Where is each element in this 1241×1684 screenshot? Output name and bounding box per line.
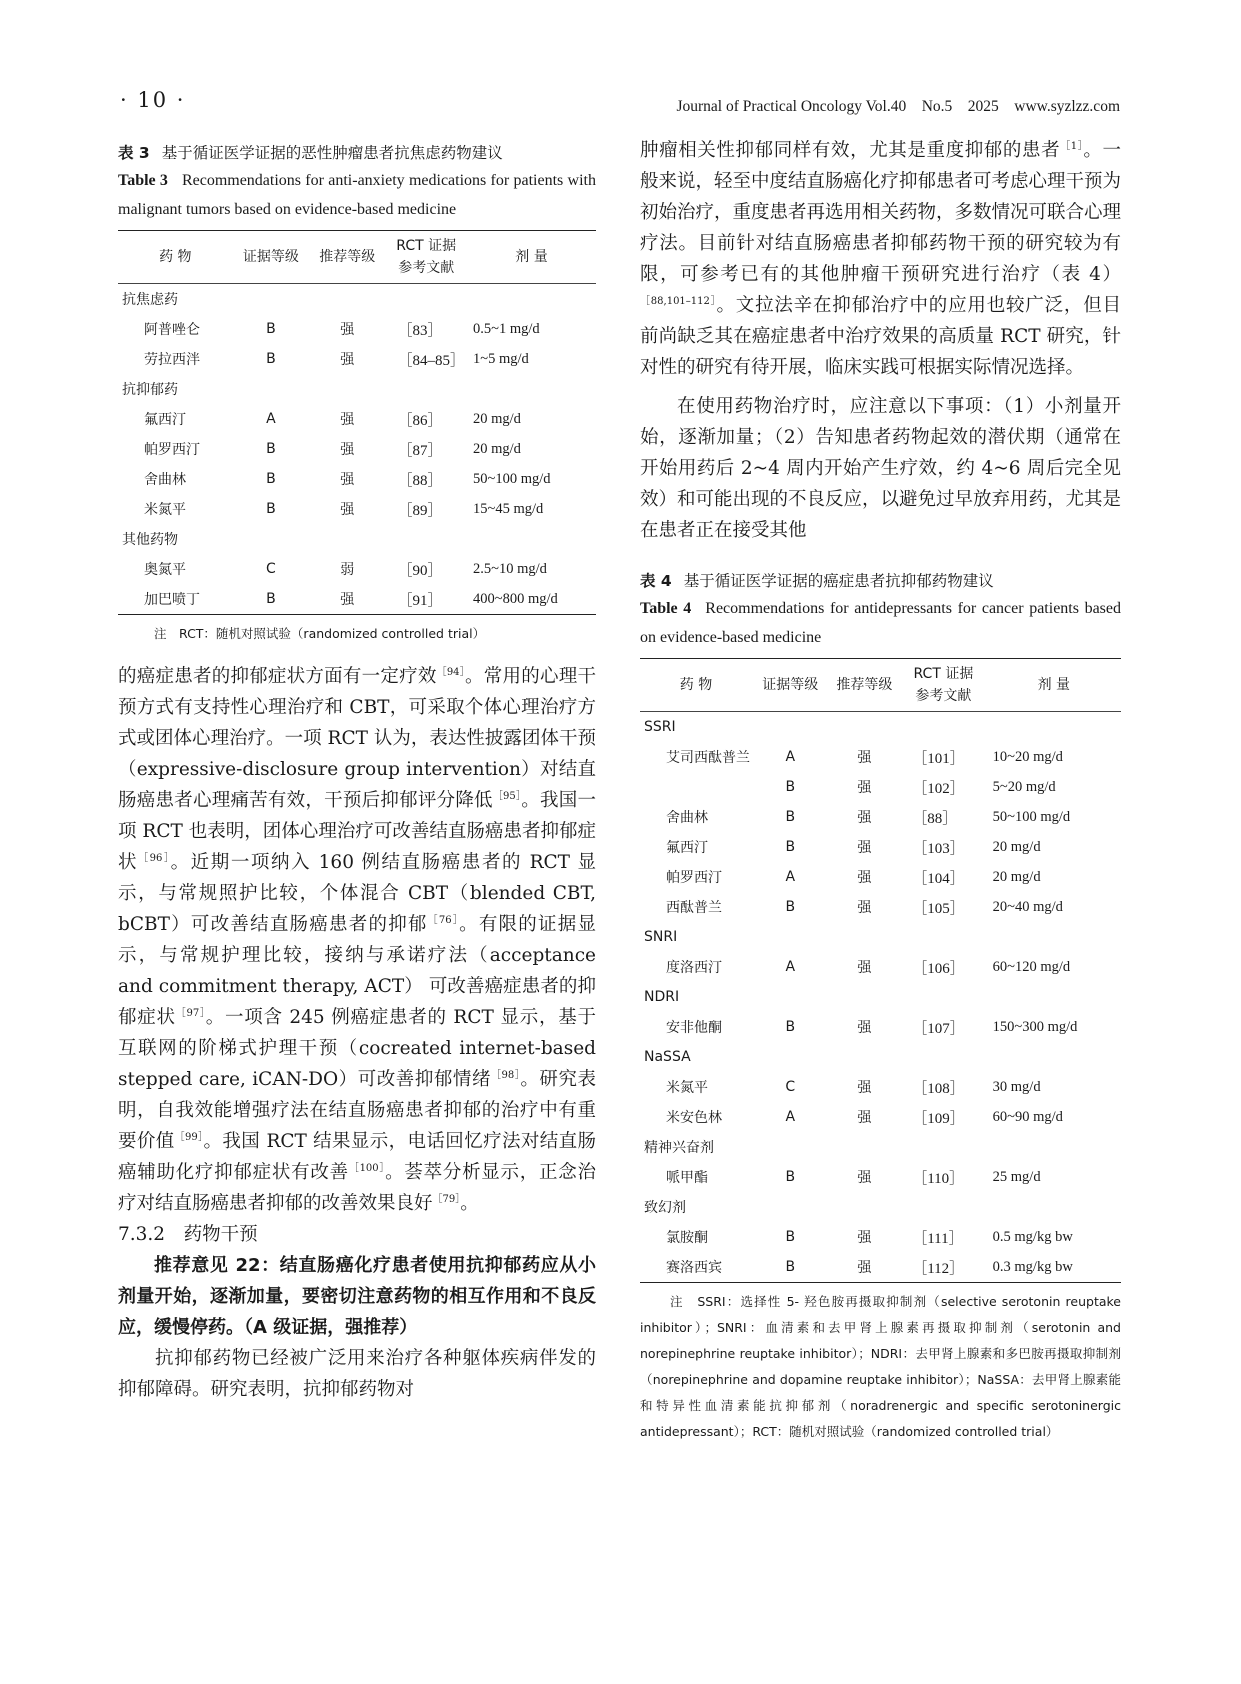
cell-ref: ［101］ [912,750,965,767]
col-header-drug: 药 物 [640,659,752,712]
cell-grade: 强 [340,472,355,488]
table4-note: 注 SSRI：选择性 5- 羟色胺再摄取抑制剂（selective serotonin reuptake inhibitor）；SNRI：血清素和去甲肾上腺素再摄取抑制剂（serotonin and norepinephrine reuptake inhibitor）；NDRI：去甲肾上腺素和多巴胺再摄取抑制剂（norepinephrine and dopamine reuptake inhibitor）；NaSSA：去甲肾上腺素能和特异性血清素能抗抑郁剂（noradrenergic and specific serotoninergic antidepressant）；RCT：随机对照试验（randomized controlled trial） [640,1294,1121,1439]
cell-drug: 赛洛西宾 [666,1260,722,1276]
cell-evidence: B [785,1229,796,1245]
cell-dose: 400~800 mg/d [472,590,558,607]
table-header-row [640,659,1121,712]
table-row [640,1252,1121,1283]
cell-evidence: B [785,899,796,915]
cell-evidence: B [266,471,276,487]
table-header-row [118,231,596,284]
cell-evidence: B [785,779,796,795]
col-header-grade: 推荐等级 [829,659,901,712]
group-label: SSRI [644,719,676,735]
cell-ref: ［83］ [397,322,443,339]
cell-dose: 20 mg/d [472,440,521,457]
cell-grade: 强 [857,1260,872,1276]
cell-drug: 艾司西酞普兰 [666,750,750,766]
cell-ref: ［88］ [912,810,958,827]
section-heading: 7.3.2 药物干预 [118,1224,258,1245]
cell-ref: ［103］ [912,840,965,857]
citation: ［100］ [348,1162,386,1174]
citation: ［94］ [436,666,466,678]
cell-ref: ［102］ [912,780,965,797]
table-group-row [118,524,596,554]
table3 [118,230,596,615]
col-header-rct: RCT 证据 参考文献 [385,231,467,284]
cell-dose: 5~20 mg/d [992,778,1056,795]
table3-caption-cn: 表 3 基于循证医学证据的恶性肿瘤患者抗焦虑药物建议 [118,144,503,162]
cell-grade: 强 [340,592,355,608]
group-label: NDRI [644,989,680,1005]
text-run: 。我国 RCT 结果显示，电话回忆疗法对结直肠癌辅助化疗抑郁症状有改善 [118,1131,596,1183]
cell-dose: 60~120 mg/d [992,958,1071,975]
cell-ref: ［104］ [912,870,965,887]
cell-grade: 强 [857,1230,872,1246]
group-label: NaSSA [644,1049,691,1065]
text-run: 。近期一项纳入 160 例结直肠癌患者的 RCT 显示，与常规照护比较，个体混合 CBT（blended CBT, bCBT）可改善结直肠癌患者的抑郁 [118,852,596,935]
left-column [118,140,596,1405]
col-header-drug: 药 物 [118,231,233,284]
cell-dose: 50~100 mg/d [472,470,551,487]
cell-drug: 加巴喷丁 [144,592,200,608]
text-run: 。一项含 245 例癌症患者的 RCT 显示，基于互联网的阶梯式护理干预（cocreated internet-based stepped care, iCAN-DO）可改善抑郁情绪 [118,1007,596,1090]
table-row [118,404,596,434]
cell-ref: ［109］ [912,1110,965,1127]
cell-dose: 20~40 mg/d [992,898,1063,915]
group-label: 抗抑郁药 [122,382,178,398]
group-label: 抗焦虑药 [122,292,178,308]
cell-dose: 20 mg/d [992,868,1041,885]
table4-caption-en: Table 4 Recommendations for antidepressants for cancer patients based on evidence-based medicine [640,600,1121,646]
cell-ref: ［105］ [912,900,965,917]
right-column [640,140,1121,1445]
table-row [118,554,596,584]
cell-grade: 强 [857,780,872,796]
cell-grade: 强 [857,870,872,886]
text-run: 。文拉法辛在抑郁治疗中的应用也较广泛，但目前尚缺乏其在癌症患者中治疗效果的高质量 RCT 研究，针对性的研究有待开展，临床实践可根据实际情况选择。 [640,295,1121,378]
cell-grade: 强 [340,412,355,428]
cell-evidence: A [785,1109,796,1125]
col-header-evidence: 证据等级 [752,659,829,712]
cell-ref: ［111］ [912,1230,964,1247]
citation: ［95］ [492,790,522,802]
citation: ［76］ [427,914,460,926]
cell-evidence: B [266,591,276,607]
cell-grade: 强 [340,322,355,338]
cell-ref: ［108］ [912,1080,965,1097]
cell-evidence: A [785,959,796,975]
col-header-evidence: 证据等级 [233,231,309,284]
cell-drug: 劳拉西泮 [144,352,200,368]
text-run: 。一般来说，轻至中度结直肠癌化疗抑郁患者可考虑心理干预为初始治疗，重度患者再选用相关药物，多数情况可联合心理疗法。目前针对结直肠癌患者抑郁药物干预的研究较为有限，可参考已有的其他肿瘤干预研究进行治疗（表 4） [640,140,1122,285]
cell-grade: 强 [857,1170,872,1186]
group-label: SNRI [644,929,678,945]
cell-dose: 15~45 mg/d [472,500,544,517]
left-paragraph-2: 抗抑郁药物已经被广泛用来治疗各种躯体疾病伴发的抑郁障碍。研究表明，抗抑郁药物对 [118,1348,596,1400]
cell-drug [640,772,752,802]
cell-ref: ［91］ [397,592,443,609]
cell-dose: 50~100 mg/d [992,808,1071,825]
cell-drug: 阿普唑仑 [144,322,200,338]
text-run: 。研究表明，自我效能增强疗法在结直肠癌患者抑郁的治疗中有重要价值 [118,1069,596,1152]
cell-evidence: C [785,1079,796,1095]
group-label: 精神兴奋剂 [644,1140,714,1156]
text-run: 肿瘤相关性抑郁同样有效，尤其是重度抑郁的患者 [640,140,1061,161]
left-paragraph-1 [118,661,596,1219]
table-row [640,1162,1121,1192]
cell-grade: 强 [340,442,355,458]
cell-evidence: C [265,561,276,577]
cell-drug: 氟西汀 [144,412,186,428]
cell-drug: 哌甲酯 [666,1170,708,1186]
cell-grade: 强 [857,750,872,766]
table-row [118,584,596,615]
cell-drug: 氯胺酮 [666,1230,708,1246]
cell-grade: 强 [857,1020,872,1036]
table-group-row [640,1132,1121,1162]
cell-grade: 强 [857,900,872,916]
cell-dose: 10~20 mg/d [992,748,1063,765]
col-header-grade: 推荐等级 [309,231,385,284]
cell-dose: 20 mg/d [992,838,1041,855]
cell-dose: 1~5 mg/d [472,350,529,367]
table-row [640,1102,1121,1132]
table-group-row [640,1192,1121,1222]
cell-evidence: A [785,749,796,765]
table-group-row [118,374,596,404]
cell-ref: ［87］ [397,442,443,459]
cell-grade: 弱 [340,562,355,578]
cell-grade: 强 [857,1110,872,1126]
table-row [640,1072,1121,1102]
cell-ref: ［84–85］ [397,352,465,369]
citation: ［99］ [174,1131,204,1143]
cell-dose: 20 mg/d [472,410,521,427]
cell-ref: ［106］ [912,960,965,977]
citation: ［79］ [432,1193,461,1205]
col-header-dose: 剂 量 [987,659,1121,712]
table-row [118,494,596,524]
recommendation-22: 推荐意见 22：结直肠癌化疗患者使用抗抑郁药应从小剂量开始，逐渐加量，要密切注意药物的相互作用和不良反应，缓慢停药。（A 级证据，强推荐） [118,1255,596,1338]
cell-grade: 强 [340,352,355,368]
cell-dose: 60~90 mg/d [992,1108,1063,1125]
col-header-rct: RCT 证据 参考文献 [900,659,986,712]
table-group-row [640,982,1121,1012]
cell-evidence: B [785,1019,796,1035]
cell-drug: 西酞普兰 [666,900,722,916]
cell-evidence: B [266,441,276,457]
cell-evidence: A [785,869,796,885]
cell-drug: 舍曲林 [666,810,708,826]
text-run: 。我国一项 RCT 也表明，团体心理治疗可改善结直肠癌患者抑郁症状 [118,790,596,873]
cell-grade: 强 [340,502,355,518]
cell-evidence: B [785,1169,796,1185]
citation: ［97］ [175,1007,206,1019]
text-run: 的癌症患者的抑郁症状方面有一定疗效 [118,666,437,687]
cell-dose: 30 mg/d [992,1078,1041,1095]
table-row [640,742,1121,772]
cell-grade: 强 [857,810,872,826]
table-group-row [640,712,1121,743]
col-header-dose: 剂 量 [467,231,596,284]
table-row [640,802,1121,832]
right-paragraph-1 [640,135,1121,383]
cell-ref: ［110］ [912,1170,965,1187]
citation: ［1］ [1060,140,1084,152]
cell-ref: ［86］ [397,412,443,429]
cell-grade: 强 [857,840,872,856]
text-run: 。常用的心理干预方式有支持性心理治疗和 CBT，可采取个体心理治疗方式或团体心理治疗。一项 RCT 认为，表达性披露团体干预（expressive-disclosure group intervention）对结直肠癌患者心理痛苦有效，干预后抑郁评分降低 [118,666,596,811]
table3-note: 注 RCT：随机对照试验（randomized controlled trial） [154,626,486,641]
cell-ref: ［88］ [397,472,443,489]
cell-ref: ［107］ [912,1020,965,1037]
table-row [640,862,1121,892]
cell-drug: 米氮平 [666,1080,708,1096]
cell-dose: 0.5 mg/kg bw [992,1228,1073,1245]
table-row [640,952,1121,982]
text-run: 。有限的证据显示，与常规护理比较，接纳与承诺疗法（acceptance and commitment therapy, ACT） 可改善癌症患者的抑郁症状 [118,914,596,1028]
table-row [640,832,1121,862]
cell-drug: 帕罗西汀 [666,870,722,886]
group-label: 致幻剂 [644,1200,686,1216]
citation: ［96］ [138,852,171,864]
table-group-row [640,922,1121,952]
cell-ref: ［89］ [397,502,443,519]
cell-dose: 2.5~10 mg/d [472,560,547,577]
cell-ref: ［112］ [912,1260,965,1277]
table-row [640,1222,1121,1252]
cell-drug: 帕罗西汀 [144,442,200,458]
cell-evidence: A [266,411,276,427]
right-paragraph-2: 在使用药物治疗时，应注意以下事项：（1）小剂量开始，逐渐加量；（2）告知患者药物起效的潜伏期（通常在开始用药后 2~4 周内开始产生疗效，约 4~6 周后完全见效）和可能出现的不良反应，以避免过早放弃用药，尤其是在患者正在接受其他 [640,396,1122,541]
group-label: 其他药物 [122,532,178,548]
table-row [118,464,596,494]
text-run: 。荟萃分析显示，正念治疗对结直肠癌患者抑郁的改善效果良好 [118,1162,596,1214]
text-run: 。 [460,1193,479,1214]
cell-drug: 舍曲林 [144,472,186,488]
cell-drug: 米氮平 [144,502,186,518]
cell-ref: ［90］ [397,562,443,579]
table4 [640,658,1121,1283]
cell-grade: 强 [857,960,872,976]
cell-evidence: B [266,351,276,367]
cell-evidence: B [785,1259,796,1275]
table-group-row [118,284,596,315]
citation: ［88,101–112］ [640,295,717,307]
cell-evidence: B [266,321,276,337]
citation: ［98］ [491,1069,521,1081]
cell-dose: 150~300 mg/d [992,1018,1078,1035]
cell-dose: 25 mg/d [992,1168,1041,1185]
cell-drug: 奥氮平 [144,562,186,578]
table4-caption-cn: 表 4 基于循证医学证据的癌症患者抗抑郁药物建议 [640,572,994,590]
table-row [640,1012,1121,1042]
cell-evidence: B [266,501,276,517]
page-number: · 10 · [120,88,186,112]
cell-dose: 0.3 mg/kg bw [992,1258,1073,1275]
table-group-row [640,1042,1121,1072]
table-row [640,772,1121,802]
cell-grade: 强 [857,1080,872,1096]
table3-caption-en: Table 3 Recommendations for anti-anxiety medications for patients with malignant tumors based on evidence-based medicine [118,172,596,218]
cell-drug: 安非他酮 [666,1020,722,1036]
table-row [118,344,596,374]
table-row [640,892,1121,922]
table-row [118,434,596,464]
cell-drug: 米安色林 [666,1110,722,1126]
cell-dose: 0.5~1 mg/d [472,320,540,337]
cell-evidence: B [785,809,796,825]
journal-header: Journal of Practical Oncology Vol.40 No.5 2025 www.syzlzz.com [676,98,1120,115]
table-row [118,314,596,344]
cell-drug: 度洛西汀 [666,960,722,976]
cell-evidence: B [785,839,796,855]
cell-drug: 氟西汀 [666,840,708,856]
